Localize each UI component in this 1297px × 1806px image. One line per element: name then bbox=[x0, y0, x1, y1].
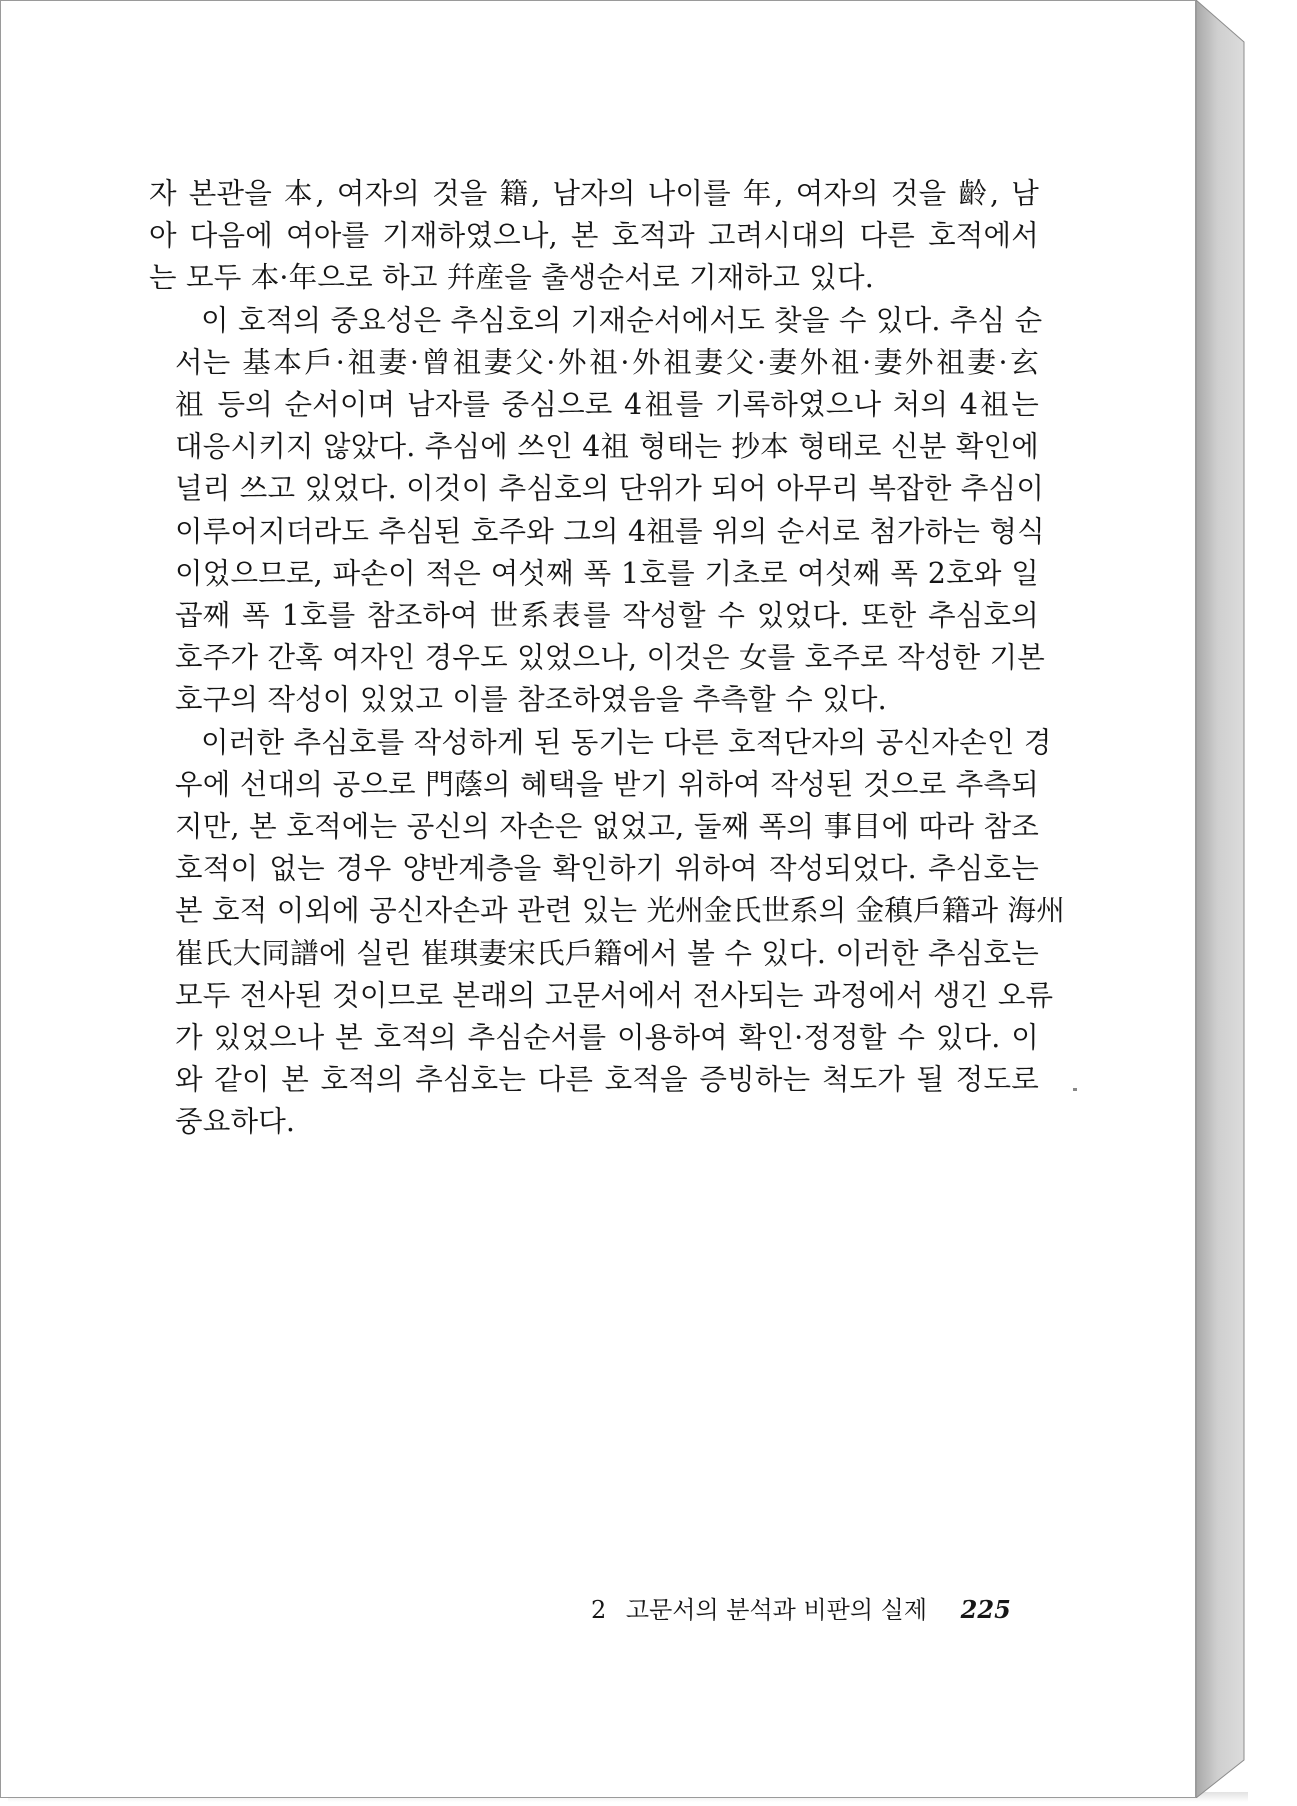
paragraph bbox=[149, 722, 1065, 1144]
chapter-number: 2 bbox=[591, 1596, 607, 1624]
text-line: 崔氏大同譜에 실린 崔琪妻宋氏戶籍에서 볼 수 있다. 이러한 추심호는 bbox=[175, 936, 1039, 970]
page-number: 225 bbox=[960, 1595, 1011, 1624]
text-line: 자 본관을 本, 여자의 것을 籍, 남자의 나이를 年, 여자의 것을 齡, 남 bbox=[149, 177, 1039, 210]
text-line: 호구의 작성이 있었고 이를 참조하였음을 추측할 수 있다. bbox=[175, 683, 887, 717]
text-line: 祖 등의 순서이며 남자를 중심으로 4祖를 기록하였으나 처의 4祖는 bbox=[175, 388, 1039, 422]
text-line: 아 다음에 여아를 기재하였으나, 본 호적과 고려시대의 다른 호적에서 bbox=[149, 219, 1039, 253]
text-line: 지만, 본 호적에는 공신의 자손은 없었고, 둘째 폭의 事目에 따라 참조 bbox=[175, 810, 1039, 844]
text-line: 호적이 없는 경우 양반계층을 확인하기 위하여 작성되었다. 추심호는 bbox=[175, 852, 1039, 886]
text-line: 이루어지더라도 추심된 호주와 그의 4祖를 위의 순서로 첨가하는 형식 bbox=[175, 514, 1045, 548]
page-edge bbox=[1196, 0, 1246, 1798]
text-line: 이었으므로, 파손이 적은 여섯째 폭 1호를 기초로 여섯째 폭 2호와 일 bbox=[175, 556, 1039, 590]
text-line: 대응시키지 않았다. 추심에 쓰인 4祖 형태는 抄本 형태로 신분 확인에 bbox=[175, 430, 1039, 464]
text-line: 호주가 간혹 여자인 경우도 있었으나, 이것은 女를 호주로 작성한 기본 bbox=[175, 641, 1046, 675]
chapter-title: 고문서의 분석과 비판의 실제 bbox=[625, 1596, 928, 1624]
text-line: 우에 선대의 공으로 門蔭의 혜택을 받기 위하여 작성된 것으로 추측되 bbox=[175, 767, 1039, 801]
text-line: 중요하다. bbox=[175, 1105, 296, 1139]
text-line: 이 호적의 중요성은 추심호의 기재순서에서도 찾을 수 있다. 추심 순 bbox=[201, 303, 1043, 337]
text-line: 가 있었으나 본 호적의 추심순서를 이용하여 확인·정정할 수 있다. 이 bbox=[175, 1021, 1039, 1055]
text-line: 곱째 폭 1호를 참조하여 世系表를 작성할 수 있었다. 또한 추심호의 bbox=[175, 599, 1039, 633]
paragraph bbox=[149, 300, 1046, 722]
text-line: 는 모두 本·年으로 하고 幷産을 출생순서로 기재하고 있다. bbox=[149, 261, 875, 295]
body-text bbox=[149, 173, 1065, 1144]
text-line: 서는 基本戶·祖妻·曾祖妻父·外祖·外祖妻父·妻外祖·妻外祖妻·玄 bbox=[175, 345, 1039, 379]
running-footer bbox=[591, 1590, 1031, 1625]
text-line: 본 호적 이외에 공신자손과 관련 있는 光州金氏世系의 金稹戶籍과 海州 bbox=[175, 894, 1065, 928]
text-line: 와 같이 본 호적의 추심호는 다른 호적을 증빙하는 척도가 될 정도로 bbox=[175, 1063, 1039, 1097]
paragraph bbox=[149, 173, 1039, 300]
speck-mark bbox=[1073, 1088, 1077, 1091]
text-line: 널리 쓰고 있었다. 이것이 추심호의 단위가 되어 아무리 복잡한 추심이 bbox=[175, 472, 1045, 506]
text-line: 이러한 추심호를 작성하게 된 동기는 다른 호적단자의 공신자손인 경 bbox=[201, 725, 1052, 759]
text-line: 모두 전사된 것이므로 본래의 고문서에서 전사되는 과정에서 생긴 오류 bbox=[175, 978, 1054, 1012]
